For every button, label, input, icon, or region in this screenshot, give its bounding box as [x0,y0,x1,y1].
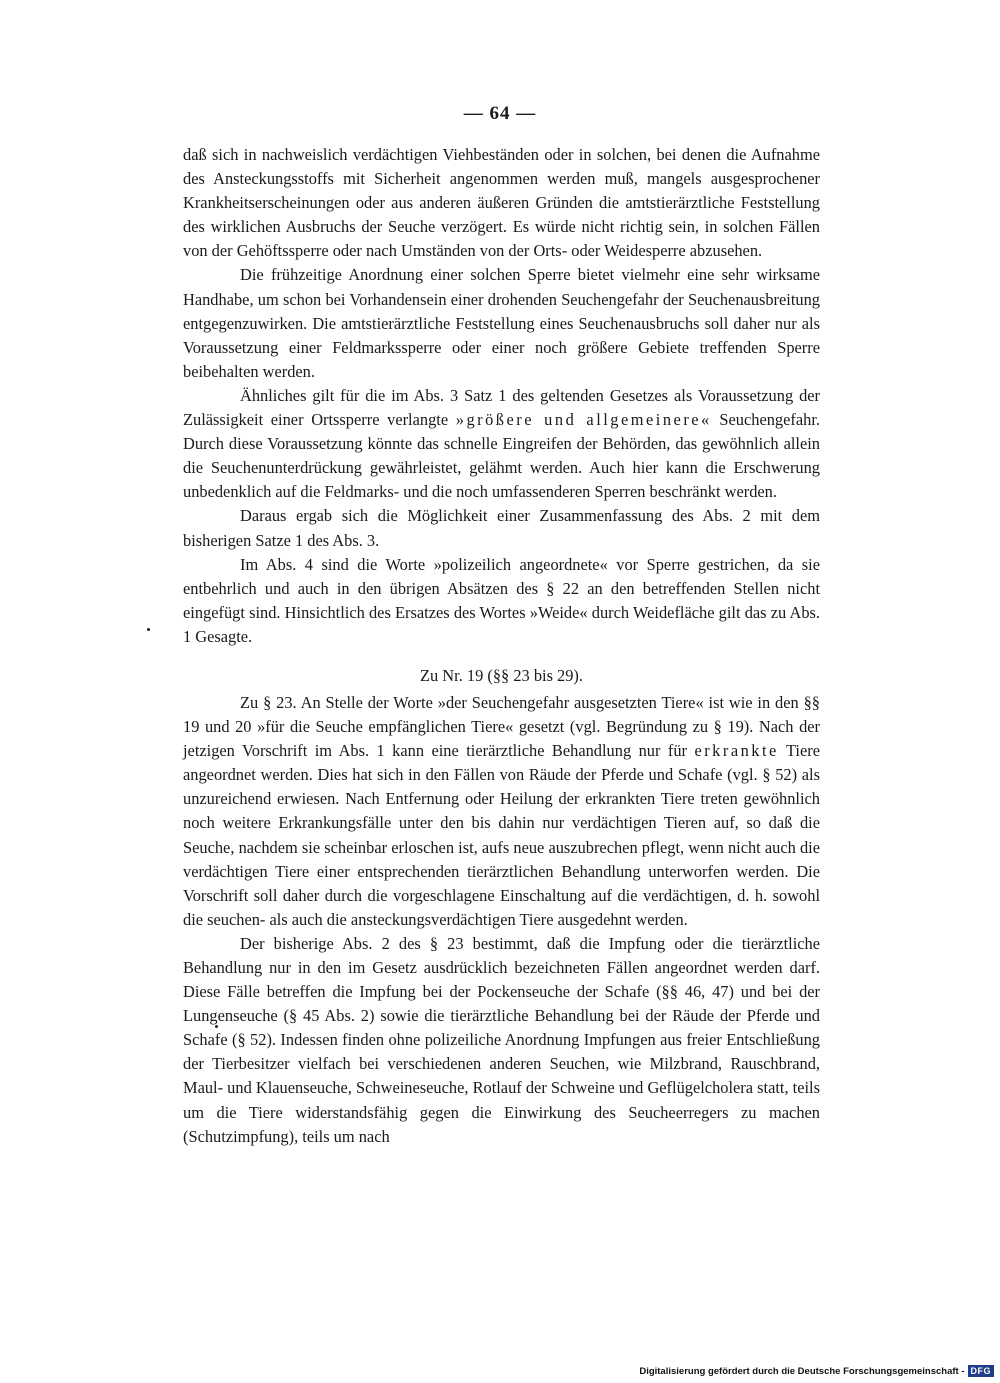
paragraph-4: Daraus ergab sich die Möglichkeit einer Zusammenfassung des Abs. 2 mit dem bisherigen Satze 1 des Abs. 3. [183,506,820,550]
paragraph-1: daß sich in nachweislich verdächtigen Viehbeständen oder in solchen, bei denen die Aufnahme des Ansteckungsstoffs mit Sicherheit angenommen werden muß, mangels ausgesprochener Krankheitserscheinungen oder aus anderen äußeren Gründen die amtstierärztliche Feststellung des wirklichen Ausbruchs der Seuche verzögert. Es würde nicht richtig sein, in solchen Fällen von der Gehöftssperre oder nach Umständen von der Orts- oder Weidesperre abzusehen. [183,145,820,261]
paragraph-3-text-before: Ähnliches gilt für die im Abs. 3 Satz 1 des geltenden Gesetzes als Voraussetzung der Zulässigkeit einer Ortssperre verlangte [183,385,820,430]
emphasized-phrase: »größere und allgemeinere« [455,410,712,430]
paragraph-5: Im Abs. 4 sind die Worte »polizeilich angeordnete« vor Sperre gestrichen, da sie entbehrlich und auch in den übrigen Absätzen des § 22 an den betreffenden Stellen nicht eingefügt sind. Hinsichtlich des Ersatzes des Wortes »Weide« durch Weidefläche gilt das zu Abs. 1 Gesagte. [183,554,820,646]
emphasized-word: erkrankte [694,741,779,761]
paragraph-6-text-after: Tiere angeordnet werden. Dies hat sich in den Fällen von Räude der Pferde und Schafe (vgl. § 52) als unzureichend erwiesen. Nach Entfernung oder Heilung der erkrankten Tiere treten gewöhnlich noch weitere Erkrankungsfälle unter den bis dahin nur verdächtigen Tieren auf, so daß die Seuche, nachdem sie scheinbar erloschen ist, aufs neue auszubrechen pflegt, wenn nicht auch die verdächtigen Tiere einer entsprechenden tierärztlichen Behandlung unterworfen werden. Die Vorschrift soll daher durch die vorgeschlagene Einschaltung auf die verdächtigen, d. h. sowohl die seuchen- als auch die ansteckungsverdächtigen Tiere ausgedehnt werden. [183,741,820,929]
paragraph-7: Der bisherige Abs. 2 des § 23 bestimmt, daß die Impfung oder die tierärztliche Behandlung nur in den im Gesetz ausdrücklich bezeichneten Fällen angeordnet werden darf. Diese Fälle betreffen die Impfung bei der Pockenseuche der Schafe (§§ 46, 47) und bei der Lungenseuche (§ 45 Abs. 2) sowie die tierärztliche Behandlung bei der Räude der Pferde und Schafe (§ 52). Indessen finden ohne polizeiliche Anordnung Impfungen aus freier Entschließung der Tierbesitzer vielfach bei verschiedenen anderen Seuchen, wie Milzbrand, Rauschbrand, Maul- und Klauenseuche, Schweineseuche, Rotlauf der Schweine und Geflügelcholera statt, teils um die Tiere widerstandsfähig gegen die Einwirkung des Seucheerregers zu machen (Schutzimpfung), teils um nach [183,933,820,1146]
paragraph-2: Die frühzeitige Anordnung einer solchen Sperre bietet vielmehr eine sehr wirksame Handhabe, um schon bei Vorhandensein einer drohenden Seuchengefahr der Seuchenausbreitung entgegenzuwirken. Die amtstierärztliche Feststellung eines Seuchenausbruchs soll daher nur als Voraussetzung einer Feldmarkssperre oder einer noch größere Gebiete treffenden Sperre beibehalten werden. [183,265,820,381]
page-number: — 64 — [463,103,537,124]
paragraph-3 [183,384,820,504]
margin-dot-mark [147,628,150,631]
dfg-logo-icon: DFG [968,1365,995,1377]
digitization-credit [639,1365,994,1377]
credit-text: Digitalisierung gefördert durch die Deutsche Forschungsgemeinschaft - [639,1365,965,1377]
paragraph-6 [183,691,820,932]
margin-dot-mark [215,1025,218,1028]
body-text [183,143,820,1149]
section-heading: Zu Nr. 19 (§§ 23 bis 29). [420,665,583,685]
paragraph-3-text-after: Seuchengefahr. Durch diese Voraussetzung könnte das schnelle Eingreifen der Behörden, das gewöhnlich allein die Seuchenunterdrückung gewährleistet, gelähmt werden. Auch hier kann die Erschwerung unbedenklich auf die Feldmarks- und die noch umfassenderen Sperren beschränkt werden. [183,410,820,502]
paragraph-6-text-before: Zu § 23. An Stelle der Worte »der Seuchengefahr ausgesetzten Tiere« ist wie in den §§ 19 und 20 »für die Seuche empfänglichen Tiere« gesetzt (vgl. Begründung zu § 19). Nach der jetzigen Vorschrift im Abs. 1 kann eine tierärztliche Behandlung nur für [183,692,820,761]
